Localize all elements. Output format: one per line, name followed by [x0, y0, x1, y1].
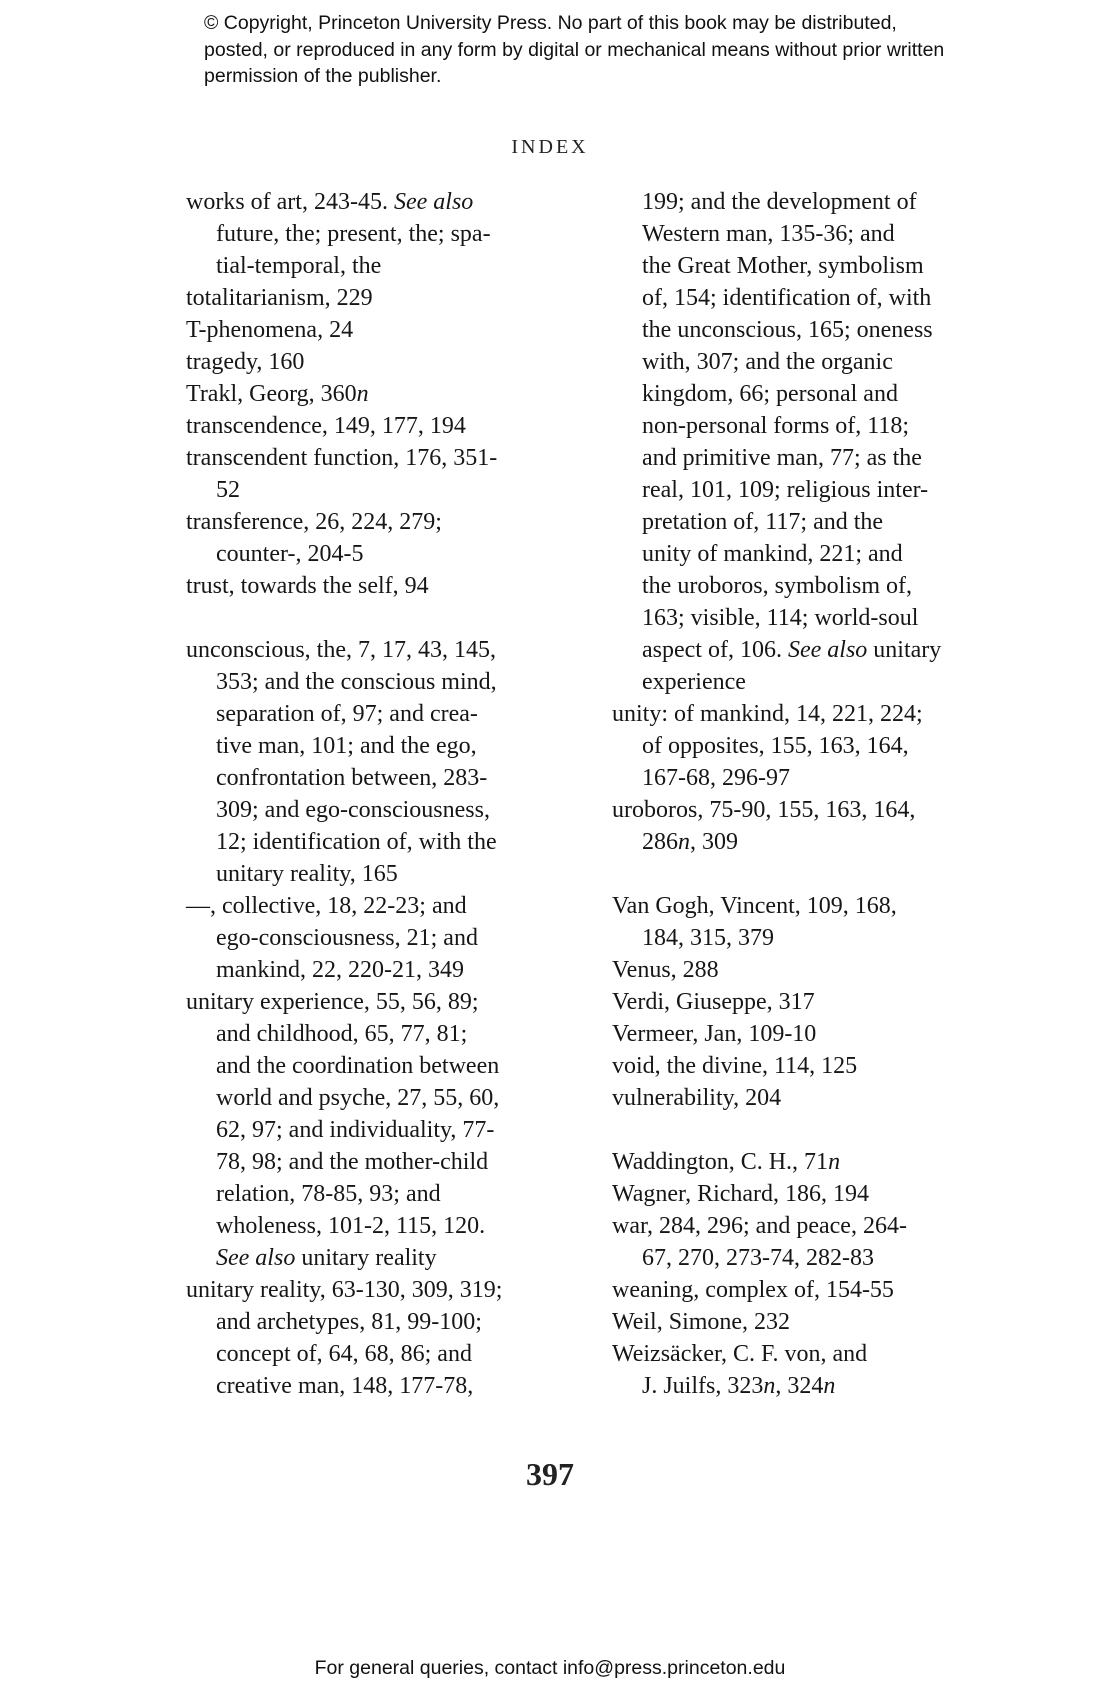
index-line: [186, 346, 598, 378]
index-line: [186, 1242, 598, 1274]
index-text: totalitarianism, 229: [186, 285, 373, 311]
index-line: [612, 698, 1022, 730]
index-text: transcendence, 149, 177, 194: [186, 413, 466, 439]
index-text: counter-, 204-5: [216, 541, 364, 567]
index-line: [186, 762, 598, 794]
index-text: wholeness, 101-2, 115, 120.: [216, 1213, 486, 1239]
index-line: [612, 1306, 1022, 1338]
index-text: unity: of mankind, 14, 221, 224;: [612, 701, 923, 727]
index-line: [612, 1370, 1022, 1402]
index-column-right: [612, 186, 1022, 1402]
index-text: 353; and the conscious mind,: [216, 669, 497, 695]
index-text: Waddington, C. H., 71: [612, 1149, 829, 1175]
index-text: experience: [642, 669, 746, 695]
entry-gap: [186, 602, 598, 634]
index-text: the unconscious, 165; oneness: [642, 317, 933, 343]
index-text: with, 307; and the organic: [642, 349, 893, 375]
index-line: [612, 1210, 1022, 1242]
index-text: tive man, 101; and the ego,: [216, 733, 477, 759]
index-line: [612, 1338, 1022, 1370]
entry-gap: [612, 1114, 1022, 1146]
index-line: [612, 1082, 1022, 1114]
index-line: [186, 890, 598, 922]
index-line: [612, 1242, 1022, 1274]
page-number: 397: [526, 1456, 574, 1492]
index-line: [186, 922, 598, 954]
index-line: [186, 1178, 598, 1210]
index-text: and primitive man, 77; as the: [642, 445, 922, 471]
index-text: unitary reality, 165: [216, 861, 398, 887]
index-line: [186, 858, 598, 890]
index-line: [612, 1146, 1022, 1178]
index-line: [612, 282, 1022, 314]
index-line: [612, 346, 1022, 378]
index-text: and childhood, 65, 77, 81;: [216, 1021, 468, 1047]
index-text: void, the divine, 114, 125: [612, 1053, 858, 1079]
index-text: T-phenomena, 24: [186, 317, 354, 343]
index-line: [186, 826, 598, 858]
index-text: tragedy, 160: [186, 349, 305, 375]
index-text: confrontation between, 283-: [216, 765, 488, 791]
index-text: transcendent function, 176, 351-: [186, 445, 498, 471]
index-line: [612, 1274, 1022, 1306]
index-line: [186, 474, 598, 506]
index-line: [186, 730, 598, 762]
index-column-left: [186, 186, 598, 1402]
index-line: [612, 890, 1022, 922]
index-line: [186, 986, 598, 1018]
index-text: 167-68, 296-97: [642, 765, 790, 791]
index-line: [612, 730, 1022, 762]
index-text: Wagner, Richard, 186, 194: [612, 1181, 870, 1207]
index-text: 309; and ego-consciousness,: [216, 797, 490, 823]
index-text: uroboros, 75-90, 155, 163, 164,: [612, 797, 916, 823]
index-line: [186, 442, 598, 474]
index-text: of opposites, 155, 163, 164,: [642, 733, 909, 759]
index-text: Van Gogh, Vincent, 109, 168,: [612, 893, 897, 919]
index-text: ego-consciousness, 21; and: [216, 925, 478, 951]
index-text: unitary reality, 63-130, 309, 319;: [186, 1277, 503, 1303]
copyright-notice: © Copyright, Princeton University Press. No part of this book may be distributed, posted, or reproduced in any form by digital or mechanical means without prior written permission of the publisher.: [204, 12, 945, 87]
index-text: transference, 26, 224, 279;: [186, 509, 442, 535]
index-line: [186, 666, 598, 698]
index-line: [186, 1210, 598, 1242]
index-line: [612, 634, 1022, 666]
index-text: 163; visible, 114; world-soul: [642, 605, 919, 631]
index-italic-text: See also: [393, 189, 474, 215]
index-text: war, 284, 296; and peace, 264-: [612, 1213, 907, 1239]
index-line: [186, 1114, 598, 1146]
index-line: [612, 1178, 1022, 1210]
index-text: Verdi, Giuseppe, 317: [612, 989, 815, 1015]
index-text: tial-temporal, the: [216, 253, 382, 279]
index-line: [186, 1370, 598, 1402]
index-line: [186, 794, 598, 826]
index-line: [186, 282, 598, 314]
index-text: , 309: [690, 829, 738, 855]
index-text: real, 101, 109; religious inter-: [642, 477, 929, 503]
index-text: Venus, 288: [612, 957, 719, 983]
index-line: [186, 378, 598, 410]
index-text: —, collective, 18, 22-23; and: [186, 893, 467, 919]
index-line: [186, 1274, 598, 1306]
index-text: pretation of, 117; and the: [642, 509, 884, 535]
index-line: [612, 314, 1022, 346]
index-text: 12; identification of, with the: [216, 829, 497, 855]
index-line: [612, 186, 1022, 218]
index-text: 67, 270, 273-74, 282-83: [642, 1245, 874, 1271]
index-text: future, the; present, the; spa-: [216, 221, 491, 247]
index-line: [612, 410, 1022, 442]
index-line: [612, 762, 1022, 794]
index-line: [186, 570, 598, 602]
index-line: [186, 698, 598, 730]
index-line: [186, 634, 598, 666]
index-italic-text: n: [763, 1373, 776, 1399]
entry-gap: [612, 858, 1022, 890]
index-text: and archetypes, 81, 99-100;: [216, 1309, 482, 1335]
index-text: and the coordination between: [216, 1053, 500, 1079]
index-text: , 324: [775, 1373, 824, 1399]
index-line: [612, 1050, 1022, 1082]
index-text: 62, 97; and individuality, 77-: [216, 1117, 495, 1143]
index-italic-text: n: [678, 829, 690, 855]
index-text: of, 154; identification of, with: [642, 285, 932, 311]
index-text: Trakl, Georg, 360: [186, 381, 357, 407]
index-text: the Great Mother, symbolism: [642, 253, 924, 279]
index-line: [612, 1018, 1022, 1050]
page-title: INDEX: [511, 136, 589, 158]
index-line: [186, 506, 598, 538]
index-line: [612, 250, 1022, 282]
index-line: [186, 314, 598, 346]
index-line: [612, 794, 1022, 826]
footer-contact: For general queries, contact info@press.princeton.edu: [314, 1657, 786, 1679]
index-line: [186, 1082, 598, 1114]
index-line: [186, 1306, 598, 1338]
index-text: unitary reality: [295, 1245, 437, 1271]
index-line: [186, 1050, 598, 1082]
index-italic-text: See also: [787, 637, 868, 663]
index-text: Vermeer, Jan, 109-10: [612, 1021, 817, 1047]
index-line: [186, 1338, 598, 1370]
index-text: unitary experience, 55, 56, 89;: [186, 989, 479, 1015]
index-line: [612, 474, 1022, 506]
index-text: J. Juilfs, 323: [642, 1373, 764, 1399]
index-text: unconscious, the, 7, 17, 43, 145,: [186, 637, 496, 663]
index-text: unity of mankind, 221; and: [642, 541, 903, 567]
index-text: non-personal forms of, 118;: [642, 413, 910, 439]
index-text: separation of, 97; and crea-: [216, 701, 478, 727]
index-text: 199; and the development of: [642, 189, 917, 215]
index-line: [186, 186, 598, 218]
index-text: kingdom, 66; personal and: [642, 381, 898, 407]
index-italic-text: n: [356, 381, 369, 407]
index-line: [612, 602, 1022, 634]
index-text: world and psyche, 27, 55, 60,: [216, 1085, 500, 1111]
index-text: Western man, 135-36; and: [642, 221, 895, 247]
index-line: [186, 410, 598, 442]
index-line: [186, 1146, 598, 1178]
index-text: concept of, 64, 68, 86; and: [216, 1341, 472, 1367]
index-text: aspect of, 106.: [642, 637, 788, 663]
index-text: relation, 78-85, 93; and: [216, 1181, 441, 1207]
index-line: [612, 666, 1022, 698]
index-text: Weil, Simone, 232: [612, 1309, 791, 1335]
index-line: [612, 538, 1022, 570]
index-line: [186, 1018, 598, 1050]
index-line: [612, 986, 1022, 1018]
index-line: [612, 378, 1022, 410]
index-line: [612, 442, 1022, 474]
index-italic-text: n: [823, 1373, 836, 1399]
index-text: unitary: [867, 637, 942, 663]
index-line: [186, 218, 598, 250]
index-text: 286: [642, 829, 678, 855]
index-text: 52: [216, 477, 240, 503]
index-text: Weizsäcker, C. F. von, and: [612, 1341, 868, 1367]
index-line: [186, 250, 598, 282]
index-text: the uroboros, symbolism of,: [642, 573, 912, 599]
index-line: [186, 954, 598, 986]
index-italic-text: See also: [216, 1245, 296, 1271]
index-text: 78, 98; and the mother-child: [216, 1149, 489, 1175]
index-line: [612, 954, 1022, 986]
index-text: creative man, 148, 177-78,: [216, 1373, 474, 1399]
index-text: 184, 315, 379: [642, 925, 774, 951]
index-line: [186, 538, 598, 570]
index-text: mankind, 22, 220-21, 349: [216, 957, 464, 983]
index-line: [612, 218, 1022, 250]
index-line: [612, 826, 1022, 858]
index-text: vulnerability, 204: [612, 1085, 782, 1111]
index-text: weaning, complex of, 154-55: [612, 1277, 894, 1303]
index-line: [612, 570, 1022, 602]
index-text: trust, towards the self, 94: [186, 573, 429, 599]
index-line: [612, 922, 1022, 954]
index-text: works of art, 243-45.: [186, 189, 394, 215]
index-line: [612, 506, 1022, 538]
index-italic-text: n: [828, 1149, 841, 1175]
